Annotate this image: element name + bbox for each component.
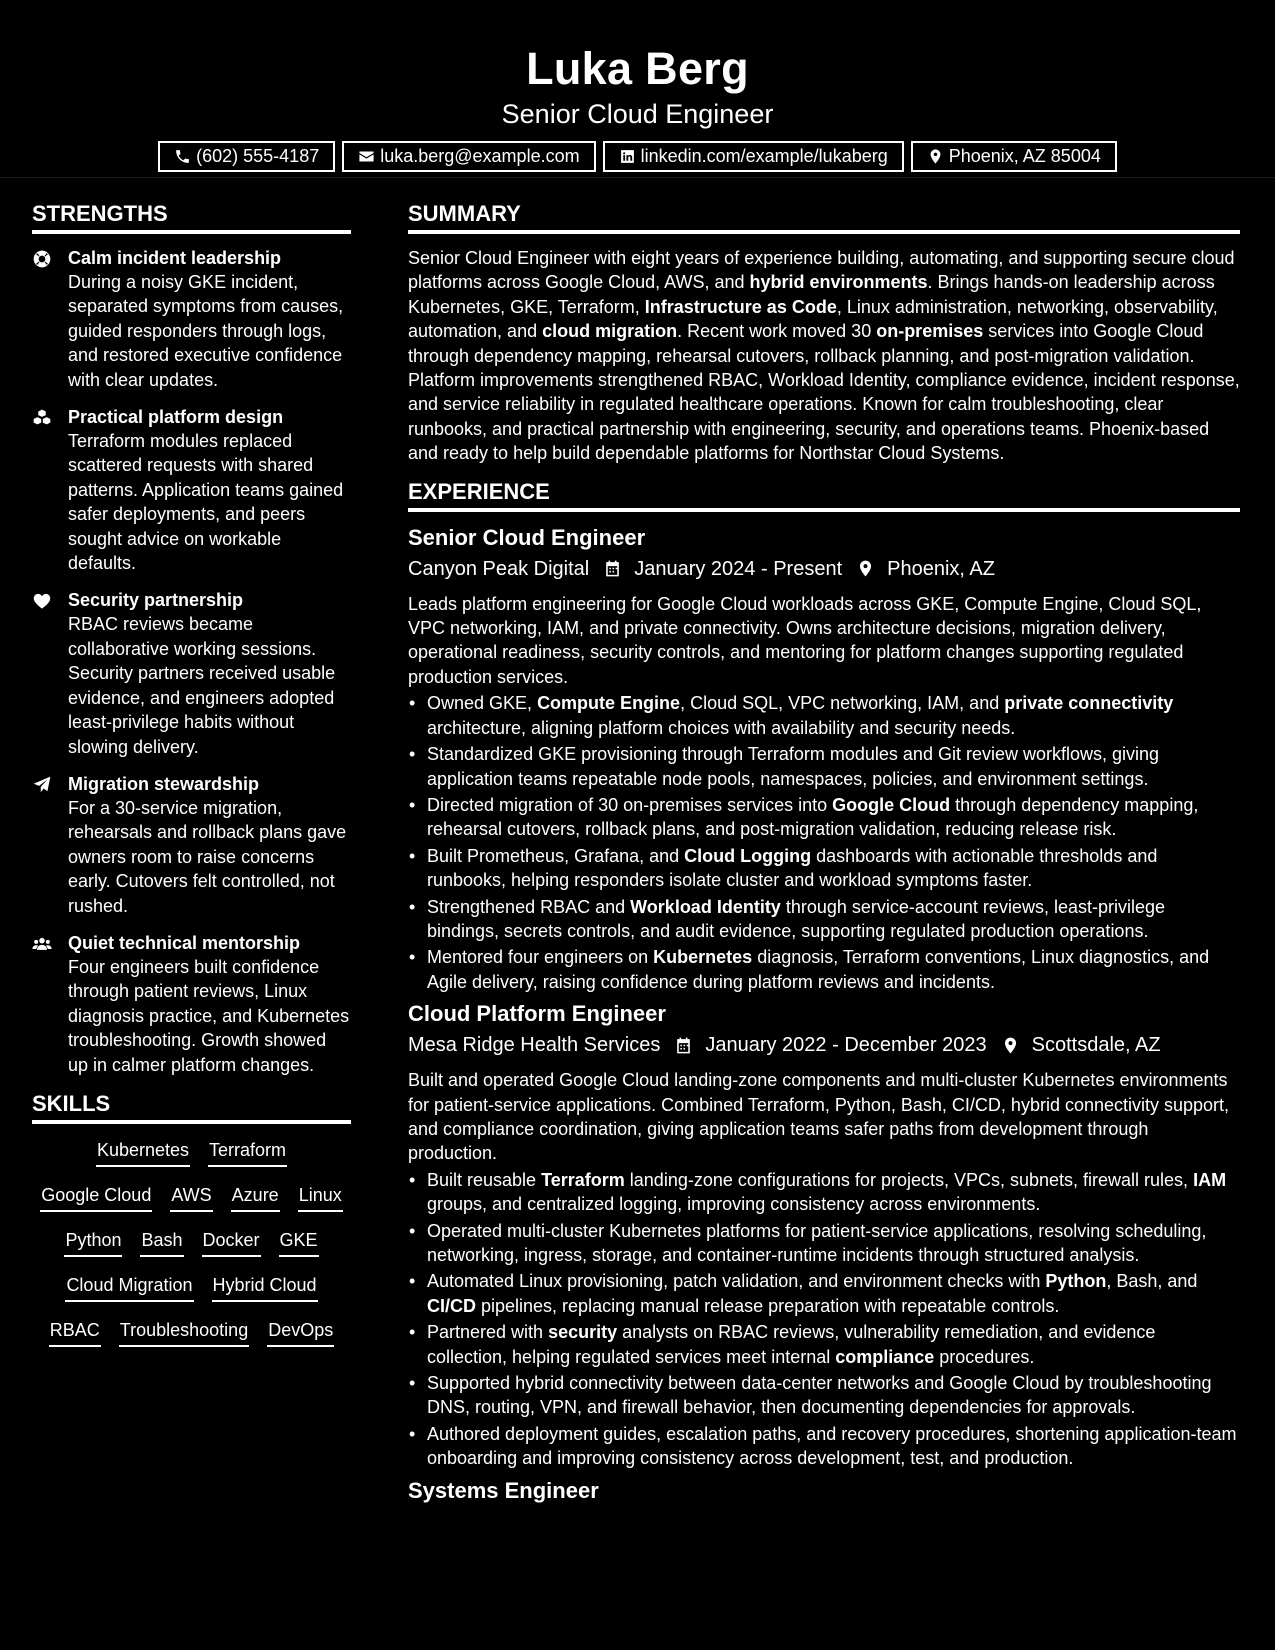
emphasis-text: private connectivity: [1004, 693, 1174, 714]
contact-email[interactable]: [342, 141, 595, 172]
left-column: [32, 200, 351, 1363]
linkedin-icon: [619, 148, 636, 165]
cubes-icon: [32, 408, 52, 428]
job-bullet: • Mentored four engineers on Kubernetes diagnosis, Terraform conventions, Linux diagnostics, and Agile delivery, raising confidence during platform reviews and incidents.: [408, 945, 1240, 994]
job-description: Leads platform engineering for Google Cloud workloads across GKE, Compute Engine, Cloud SQL, VPC networking, IAM, and private connectivity. Owns architecture decisions, migration delivery, operational readiness, security controls, and mentoring for platform changes supporting regulated production services.: [408, 593, 1202, 687]
job-title: Senior Cloud Engineer: [408, 524, 646, 550]
job-bullet: • Built Prometheus, Grafana, and Cloud Logging dashboards with actionable thresholds and runbooks, helping responders isolate cluster and workload symptoms faster.: [408, 844, 1240, 893]
skill-tag: Hybrid Cloud: [212, 1273, 318, 1302]
job-meta: [408, 1030, 1240, 1060]
contact-bar: [0, 141, 1275, 172]
map-pin-icon: [927, 148, 944, 165]
job-bullets: [408, 1168, 1240, 1471]
skill-row: [32, 1273, 351, 1318]
emphasis-text: Kubernetes: [653, 947, 753, 968]
contact-phone[interactable]: [158, 141, 335, 172]
job-bullets: [408, 691, 1240, 994]
skill-tag: Docker: [202, 1228, 261, 1257]
job-bullet: • Directed migration of 30 on-premises services into Google Cloud through dependency mapping, rehearsal cutovers, rollback plans, and post-migration validation, reducing release risk.: [408, 793, 1240, 842]
skill-tag: Python: [64, 1228, 122, 1257]
job-location: Phoenix, AZ: [887, 557, 995, 580]
calendar-icon: [674, 1036, 693, 1055]
skill-row: [32, 1318, 351, 1363]
summary-text: Senior Cloud Engineer with eight years of experience building, automating, and supporting secure cloud platforms across Google Cloud, AWS, and hybrid environments. Brings hands-on leadership across Kubernetes, GKE, Terraform, Infrastructure as Code, Linux administration, networking, observability, automation, and cloud migration. Recent work moved 30 on-premises services into Google Cloud through dependency mapping, rehearsal cutovers, rollback planning, and post-migration validation. Platform improvements strengthened RBAC, Workload Identity, compliance evidence, incident response, and service reliability in regulated healthcare operations. Known for calm troubleshooting, clear runbooks, and practical partnership with engineering, security, and operations teams. Phoenix-based and ready to help build dependable platforms for Northstar Cloud Systems.: [408, 248, 1240, 464]
job-bullet: • Automated Linux provisioning, patch validation, and environment checks with Python, Bash, and CI/CD pipelines, replacing manual release preparation with repeatable controls.: [408, 1269, 1240, 1318]
emphasis-text: CI/CD: [427, 1295, 476, 1316]
skill-tag: Linux: [298, 1183, 343, 1212]
contact-location[interactable]: [911, 141, 1117, 172]
job-location: Scottsdale, AZ: [1031, 1034, 1161, 1057]
contact-linkedin[interactable]: [603, 141, 904, 172]
emphasis-text: compliance: [835, 1346, 935, 1367]
map-pin-icon: [856, 559, 875, 578]
email-text: luka.berg@example.com: [380, 146, 580, 166]
candidate-name: Luka Berg: [526, 43, 749, 94]
emphasis-text: security: [548, 1322, 618, 1343]
skill-row: [32, 1138, 351, 1183]
skill-tag: Cloud Migration: [65, 1273, 193, 1302]
phone-text: (602) 555-4187: [196, 146, 320, 166]
skill-tag: AWS: [170, 1183, 212, 1212]
job-entry: [408, 524, 1240, 995]
skill-tag: GKE: [279, 1228, 319, 1257]
strength-title: Security partnership: [68, 590, 244, 611]
job-bullet: • Partnered with security analysts on RBAC reviews, vulnerability remediation, and evidence collection, helping regulated services meet internal compliance procedures.: [408, 1320, 1240, 1369]
strength-desc: RBAC reviews became collaborative working sessions. Security partners received usable evidence, and engineers adopted least-privilege habits without slowing delivery.: [68, 614, 336, 757]
strength-item: [32, 588, 351, 758]
job-bullet: • Operated multi-cluster Kubernetes platforms for patient-service applications, resolving scheduling, networking, ingress, storage, and container-runtime incidents through structured analysis.: [408, 1219, 1240, 1268]
job-description: Built and operated Google Cloud landing-zone components and multi-cluster Kubernetes environments for patient-service applications. Combined Terraform, Python, Bash, CI/CD, hybrid connectivity support, and compliance coordination, giving application teams safer paths from development through production.: [408, 1070, 1230, 1164]
calendar-icon: [603, 559, 622, 578]
job-entry: [408, 1000, 1240, 1471]
job-title: Systems Engineer: [408, 1477, 599, 1503]
strength-desc: Terraform modules replaced scattered requests with shared patterns. Application teams gained safer deployments, and peers sought advice on workable defaults.: [68, 431, 344, 574]
heart-icon: [32, 591, 52, 611]
skill-tag: Terraform: [208, 1138, 287, 1167]
job-bullet: • Owned GKE, Compute Engine, Cloud SQL, VPC networking, IAM, and private connectivity architecture, aligning platform choices with availability and security needs.: [408, 691, 1240, 740]
strength-item: [32, 246, 351, 392]
job-bullet: • Standardized GKE provisioning through Terraform modules and Git review workflows, giving application teams repeatable node pools, namespaces, policies, and environment settings.: [408, 742, 1240, 791]
emphasis-text: hybrid environments: [749, 272, 928, 293]
paper-plane-icon: [32, 775, 52, 795]
strength-item: [32, 931, 351, 1077]
job-bullet: • Authored deployment guides, escalation paths, and recovery procedures, shortening application-team onboarding and improving consistency across development, test, and production.: [408, 1422, 1240, 1471]
emphasis-text: cloud migration: [542, 321, 678, 342]
job-entry: [408, 1477, 1240, 1505]
strength-desc: During a noisy GKE incident, separated symptoms from causes, guided responders through logs, and restored executive confidence with clear updates.: [68, 272, 344, 390]
strength-title: Practical platform design: [68, 407, 284, 428]
emphasis-text: IAM: [1193, 1169, 1227, 1190]
skills-heading: SKILLS: [32, 1090, 351, 1124]
skill-tag: Azure: [231, 1183, 280, 1212]
skill-tag: Bash: [140, 1228, 183, 1257]
resume-header: [0, 0, 1275, 178]
job-bullet: • Strengthened RBAC and Workload Identity through service-account reviews, least-privilege bindings, secrets controls, and audit evidence, supporting regulated production operations.: [408, 895, 1240, 944]
location-text: Phoenix, AZ 85004: [948, 146, 1101, 166]
job-dates: January 2024 - Present: [634, 557, 843, 580]
skill-tag: RBAC: [49, 1318, 101, 1347]
skill-tag: Google Cloud: [40, 1183, 152, 1212]
strength-title: Calm incident leadership: [68, 248, 282, 268]
job-bullet: • Built reusable Terraform landing-zone configurations for projects, VPCs, subnets, firewall rules, IAM groups, and centralized logging, improving consistency across environments.: [408, 1168, 1240, 1217]
envelope-icon: [358, 148, 375, 165]
skill-row: [32, 1183, 351, 1228]
skills-list: [32, 1136, 351, 1363]
linkedin-text: linkedin.com/example/lukaberg: [640, 146, 888, 166]
strength-item: [32, 772, 351, 918]
emphasis-text: Python: [1045, 1271, 1107, 1292]
job-company: Mesa Ridge Health Services: [408, 1034, 661, 1057]
emphasis-text: Google Cloud: [832, 794, 951, 815]
users-icon: [32, 934, 52, 954]
strength-desc: For a 30-service migration, rehearsals and rollback plans gave owners room to raise concerns early. Cutovers felt controlled, not rushed.: [68, 797, 347, 916]
skill-tag: Troubleshooting: [119, 1318, 249, 1347]
emphasis-text: Cloud Logging: [684, 845, 812, 866]
job-company: Canyon Peak Digital: [408, 557, 590, 580]
strength-item: [32, 405, 351, 575]
emphasis-text: Infrastructure as Code: [644, 296, 837, 317]
emphasis-text: Workload Identity: [630, 896, 781, 917]
strength-title: Quiet technical mentorship: [68, 932, 301, 953]
strength-title: Migration stewardship: [68, 773, 260, 794]
experience-heading: EXPERIENCE: [408, 478, 1240, 512]
job-dates: January 2022 - December 2023: [705, 1034, 987, 1057]
job-bullet: • Supported hybrid connectivity between data-center networks and Google Cloud by troubleshooting DNS, routing, VPN, and firewall behavior, then documenting dependencies for approvals.: [408, 1371, 1240, 1420]
life-ring-icon: [32, 249, 52, 269]
phone-icon: [174, 148, 191, 165]
right-column: [408, 200, 1240, 1505]
strengths-heading: STRENGTHS: [32, 200, 351, 234]
skill-tag: DevOps: [267, 1318, 334, 1347]
strength-desc: Four engineers built confidence through patient reviews, Linux diagnosis practice, and Kubernetes troubleshooting. Growth showed up in calmer platform changes.: [68, 956, 350, 1075]
skill-row: [32, 1228, 351, 1273]
job-meta: [408, 554, 1240, 584]
map-pin-icon: [1001, 1036, 1020, 1055]
emphasis-text: Compute Engine: [537, 693, 681, 714]
skill-tag: Kubernetes: [96, 1138, 190, 1167]
summary-heading: SUMMARY: [408, 200, 1240, 234]
emphasis-text: Terraform: [541, 1169, 625, 1190]
candidate-title: Senior Cloud Engineer: [501, 99, 774, 129]
emphasis-text: on-premises: [876, 321, 984, 342]
job-title: Cloud Platform Engineer: [408, 1001, 666, 1027]
